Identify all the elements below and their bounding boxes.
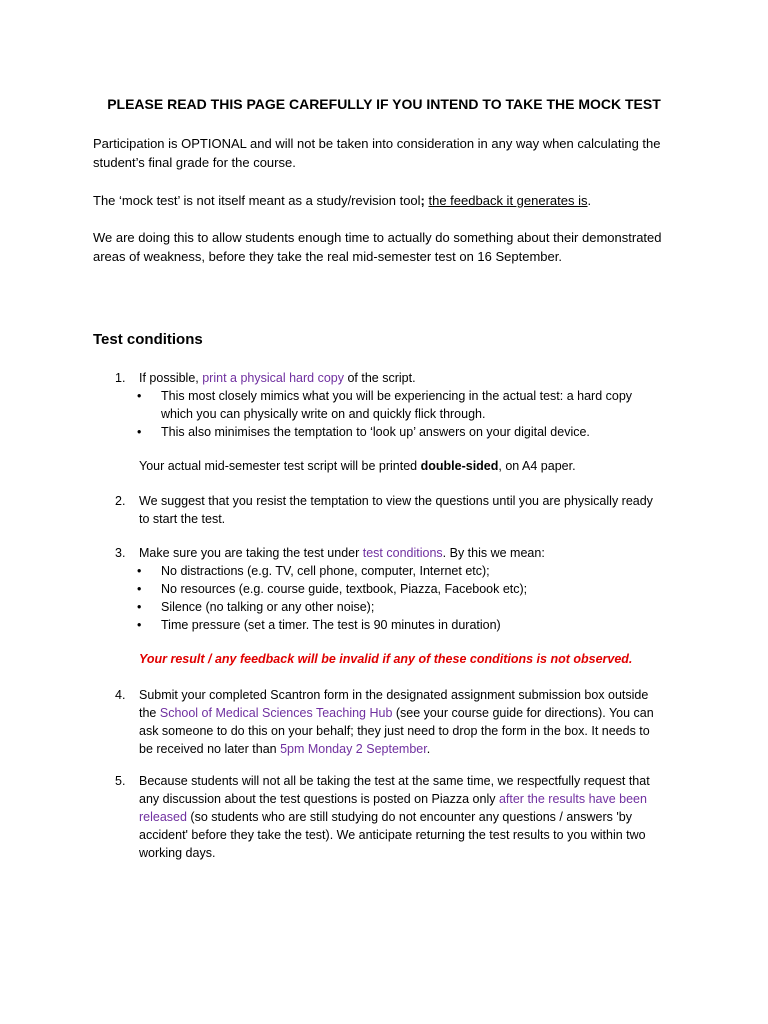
bullet-item [115, 580, 660, 598]
item-text: Because students will not all be taking the test at the same time, we respectfully request that any discussion about the test questions is posted on Piazza only [139, 774, 650, 806]
bullet-item [115, 387, 660, 423]
list-item-4 [115, 686, 660, 758]
bullet-list [115, 387, 660, 441]
item-text: (so students who are still studying do not encounter any questions / answers 'by accident' before they take the test). We anticipate returning the test results to you within two working days. [139, 810, 646, 860]
deadline-phrase: 5pm Monday 2 September [280, 742, 427, 756]
bullet-text: No resources (e.g. course guide, textbook, Piazza, Facebook etc); [161, 582, 528, 596]
highlighted-phrase: print a physical hard copy [202, 371, 344, 385]
note-text: , on A4 paper. [498, 459, 576, 473]
item-number: 1. [115, 371, 126, 385]
bullet-item [115, 562, 660, 580]
print-note [139, 457, 679, 475]
list-item-3 [115, 544, 660, 634]
bullet-icon: • [137, 425, 142, 439]
item-number: 4. [115, 688, 126, 702]
item-text: of the script. [343, 371, 416, 385]
intro-text: We are doing this to allow students enough time to actually do something about their demonstrated areas of weakness, before they take the real mid-semester test on 16 September. [93, 230, 662, 264]
bullet-icon: • [137, 582, 142, 596]
warning-text: Your result / any feedback will be invalid if any of these conditions is not observed. [139, 652, 633, 666]
item-text: Make sure you are taking the test under [139, 546, 363, 560]
item-text: . By this we mean: [442, 546, 545, 560]
bullet-text: This also minimises the temptation to ‘look up’ answers on your digital device. [161, 425, 590, 439]
item-text: If possible, [139, 371, 203, 385]
bullet-list [115, 562, 660, 634]
bullet-item [115, 423, 660, 441]
item-number: 2. [115, 494, 126, 508]
item-number: 5. [115, 774, 126, 788]
intro-text: The ‘mock test’ is not itself meant as a study/revision tool [93, 193, 421, 208]
list-item-2 [115, 492, 660, 528]
underlined-phrase: the feedback it generates is [428, 193, 588, 208]
page-title: PLEASE READ THIS PAGE CAREFULLY IF YOU INTEND TO TAKE THE MOCK TEST [107, 96, 661, 112]
bullet-text: Time pressure (set a timer. The test is 90 minutes in duration) [161, 618, 501, 632]
bullet-text: Silence (no talking or any other noise); [161, 600, 375, 614]
section-heading: Test conditions [93, 331, 203, 348]
list-item-5 [115, 772, 660, 862]
highlighted-phrase: after the results have been released [139, 792, 647, 824]
bullet-item [115, 598, 660, 616]
intro-paragraph-reason [93, 228, 683, 266]
bullet-text: This most closely mimics what you will be experiencing in the actual test: a hard copy which you can physically write on and quickly flick through. [161, 389, 633, 421]
bullet-icon: • [137, 389, 142, 403]
intro-text: . [587, 193, 592, 208]
bold-phrase: double-sided [420, 459, 499, 473]
intro-text: Participation is OPTIONAL and will not be taken into consideration in any way when calculating the student’s final grade for the course. [93, 136, 661, 170]
intro-paragraph-purpose [93, 191, 683, 210]
item-text: Submit your completed Scantron form in the designated assignment submission box outside the [139, 688, 649, 720]
item-text: We suggest that you resist the temptation to view the questions until you are physically ready to start the test. [139, 494, 653, 526]
item-number: 3. [115, 546, 126, 560]
bullet-icon: • [137, 618, 142, 632]
item-text: . [426, 742, 431, 756]
note-text: Your actual mid-semester test script will be printed [139, 459, 421, 473]
list-item-1 [115, 369, 660, 441]
item-text: (see your course guide for directions). You can ask someone to do this on your behalf; they just need to drop the form in the box. It needs to be received no later than [139, 706, 654, 756]
bullet-icon: • [137, 564, 142, 578]
highlighted-phrase: test conditions [362, 546, 443, 560]
bullet-item [115, 616, 660, 634]
bullet-text: No distractions (e.g. TV, cell phone, computer, Internet etc); [161, 564, 490, 578]
semicolon: ; [420, 193, 429, 208]
bullet-icon: • [137, 600, 142, 614]
highlighted-phrase: School of Medical Sciences Teaching Hub [159, 706, 393, 720]
intro-paragraph-optional [93, 134, 683, 172]
